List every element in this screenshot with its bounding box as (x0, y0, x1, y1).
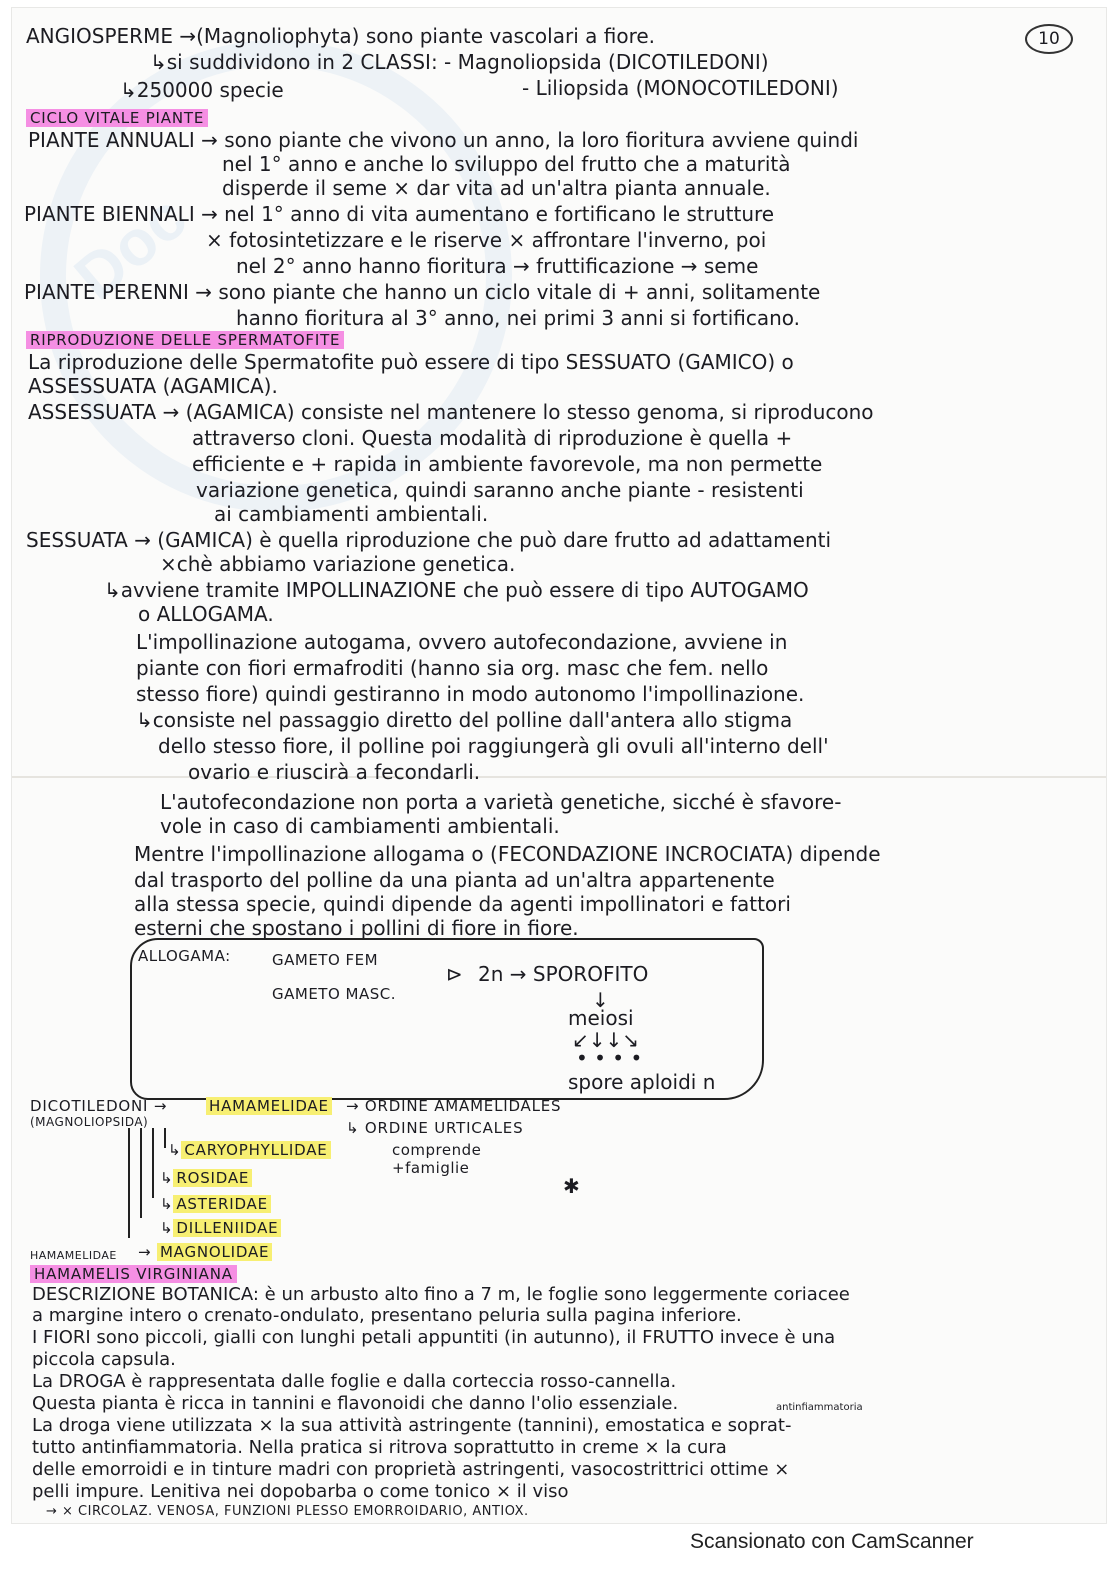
riproduzione-intro-1: La riproduzione delle Spermatofite può essere di tipo SESSUATO (GAMICO) o (28, 350, 794, 374)
magnolidae-label: → MAGNOLIDAE (138, 1240, 272, 1264)
classi-line: ↳si suddividono in 2 CLASSI: - Magnoliopsida (DICOTILEDONI) (150, 50, 769, 74)
sessuata-line-2: ×chè abbiamo variazione genetica. (160, 552, 516, 576)
annuali-line-1: PIANTE ANNUALI → sono piante che vivono un anno, la loro fioritura avviene quindi (28, 128, 859, 152)
autofec-line-1: L'autofecondazione non porta a varietà genetiche, sicché è sfavore- (160, 790, 842, 814)
assessuata-line-5: ai cambiamenti ambientali. (214, 502, 489, 526)
tree-line (152, 1128, 154, 1198)
spore-dots-icon: • • • • (576, 1046, 643, 1070)
angiosperme-line: ANGIOSPERME →(Magnoliophyta) sono piante vascolari a fiore. (26, 24, 656, 48)
ciclo-title: CICLO VITALE PIANTE (26, 106, 208, 130)
scanner-footer: Scansionato con CamScanner (690, 1530, 974, 1553)
autogama-line-5: dello stesso fiore, il polline poi raggiungerà gli ovuli all'interno dell' (158, 734, 829, 758)
gamete-masc: GAMETO MASC. (272, 985, 397, 1003)
hamamelis-line: I FIORI sono piccoli, gialli con lunghi petali appuntiti (in autunno), il FRUTTO invece è una (32, 1327, 836, 1348)
famiglie-label: +famiglie (392, 1159, 470, 1177)
autogama-line-2: piante con fiori ermafroditi (hanno sia org. masc che fem. nello (136, 656, 769, 680)
page-fold (12, 776, 1106, 778)
biennali-line-3: nel 2° anno hanno fioritura → fruttificazione → seme (236, 254, 759, 278)
autogama-line-1: L'impollinazione autogama, ovvero autofecondazione, avviene in (136, 630, 788, 654)
meiosi-label: meiosi (568, 1006, 634, 1030)
hamamelis-line: tutto antinfiammatoria. Nella pratica si ritrova soprattutto in creme × la cura (32, 1437, 727, 1458)
asteridae-label: ↳ ASTERIDAE (160, 1192, 271, 1216)
dicot-sub-label: (MAGNOLIOPSIDA) (30, 1115, 149, 1129)
tree-line (128, 1128, 130, 1238)
sessuata-line-4: o ALLOGAMA. (138, 602, 274, 626)
tree-line (140, 1128, 142, 1218)
caryophyllidae-label: ↳ CARYOPHYLLIDAE (168, 1138, 331, 1162)
riproduzione-intro-2: ASSESSUATA (AGAMICA). (28, 374, 278, 398)
autogama-line-4: ↳consiste nel passaggio diretto del polline dall'antera allo stigma (136, 708, 793, 732)
assessuata-line-3: efficiente e + rapida in ambiente favorevole, ma non permette (192, 452, 823, 476)
riproduzione-title: RIPRODUZIONE DELLE SPERMATOFITE (26, 328, 344, 352)
sessuata-line-3: ↳avviene tramite IMPOLLINAZIONE che può essere di tipo AUTOGAMO (104, 578, 809, 602)
zygote-line: 2n → SPOROFITO (478, 962, 649, 986)
perenni-line-1: PIANTE PERENNI → sono piante che hanno un ciclo vitale di + anni, solitamente (24, 280, 821, 304)
hamamelis-line: piccola capsula. (32, 1349, 176, 1370)
hamamelis-line: La droga viene utilizzata × la sua attività astringente (tannini), emostatica e soprat- (32, 1415, 792, 1436)
hamamelis-line: DESCRIZIONE BOTANICA: è un arbusto alto fino a 7 m, le foglie sono leggermente coriacee (32, 1284, 850, 1305)
star-icon: ✱ (563, 1174, 580, 1198)
annotation-text: antinfiammatoria (776, 1402, 863, 1413)
hamamelis-line: → × CIRCOLAZ. VENOSA, FUNZIONI PLESSO EMORROIDARIO, ANTIOX. (46, 1504, 529, 1519)
perenni-line-2: hanno fioritura al 3° anno, nei primi 3 anni si fortificano. (236, 306, 801, 330)
dilleniidae-label: ↳ DILLENIIDAE (160, 1216, 281, 1240)
hamamelis-title: HAMAMELIS VIRGINIANA (30, 1262, 237, 1286)
allogama-line-3: alla stessa specie, quindi dipende da agenti impollinatori e fattori (134, 892, 791, 916)
biennali-line-1: PIANTE BIENNALI → nel 1° anno di vita aumentano e fortificano le strutture (24, 202, 775, 226)
allogama-line-2: dal trasporto del polline da una pianta ad un'altra appartenente (134, 868, 775, 892)
assessuata-line-1: ASSESSUATA → (AGAMICA) consiste nel mantenere lo stesso genoma, si riproducono (28, 400, 874, 424)
dicot-label: DICOTILEDONI → (30, 1097, 168, 1115)
watermark-text: Doc (61, 180, 200, 314)
hamamelis-line: delle emorroidi e in tinture madri con proprietà astringenti, vasocostrittrici ottime × (32, 1459, 790, 1480)
arrows-icon: ↙↓↓↘ (572, 1028, 640, 1052)
hamamelis-line: pelli impure. Lenitiva nei dopobarba o come tonico × il viso (32, 1481, 569, 1502)
autofec-line-2: vole in caso di cambiamenti ambientali. (160, 814, 560, 838)
rosidae-label: ↳ ROSIDAE (160, 1166, 252, 1190)
hamamelis-line: a margine intero o crenato-ondulato, presentano peluria sulla pagina inferiore. (32, 1305, 742, 1326)
page-number: 10 (1025, 24, 1073, 54)
autogama-line-3: stesso fiore) quindi gestiranno in modo autonomo l'impollinazione. (136, 682, 805, 706)
annuali-line-3: disperde il seme × dar vita ad un'altra pianta annuale. (222, 176, 771, 200)
hamamelis-line: La DROGA è rappresentata dalle foglie e dalla corteccia rosso-cannella. (32, 1371, 677, 1392)
gamete-fem: GAMETO FEM (272, 951, 379, 969)
annuali-line-2: nel 1° anno e anche lo sviluppo del frutto che a maturità (222, 152, 791, 176)
tree-line (164, 1128, 166, 1148)
sessuata-line-1: SESSUATA → (GAMICA) è quella riproduzione che può dare frutto ad adattamenti (26, 528, 832, 552)
allogama-line-1: Mentre l'impollinazione allogama o (FECONDAZIONE INCROCIATA) dipende (134, 842, 881, 866)
arrow-merge-icon: ⊳ (446, 962, 463, 986)
arrow-down-icon: ↓ (592, 988, 609, 1012)
assessuata-line-4: variazione genetica, quindi saranno anche piante - resistenti (196, 478, 804, 502)
spore-label: spore aploidi n (568, 1070, 716, 1094)
specie-line: ↳250000 specie (120, 78, 284, 102)
diagram-label: ALLOGAMA: (138, 947, 231, 965)
autogama-line-6: ovario e riuscirà a fecondarli. (188, 760, 481, 784)
hamamelidae-label: HAMAMELIDAE (206, 1094, 332, 1118)
biennali-line-2: × fotosintetizzare e le riserve × affrontare l'inverno, poi (206, 228, 767, 252)
hamamelis-line: Questa pianta è ricca in tannini e flavonoidi che danno l'olio essenziale. (32, 1393, 679, 1414)
assessuata-line-2: attraverso cloni. Questa modalità di riproduzione è quella + (192, 426, 793, 450)
comprende-label: comprende (392, 1141, 482, 1159)
ordine-amamelidales: → ORDINE AMAMELIDALES (346, 1097, 562, 1115)
classe2-line: - Liliopsida (MONOCOTILEDONI) (522, 76, 839, 100)
allogama-line-4: esterni che spostano i pollini di fiore in fiore. (134, 916, 579, 940)
hamamelidae-small: HAMAMELIDAE (30, 1249, 117, 1262)
ordine-urticales: ↳ ORDINE URTICALES (346, 1119, 524, 1137)
